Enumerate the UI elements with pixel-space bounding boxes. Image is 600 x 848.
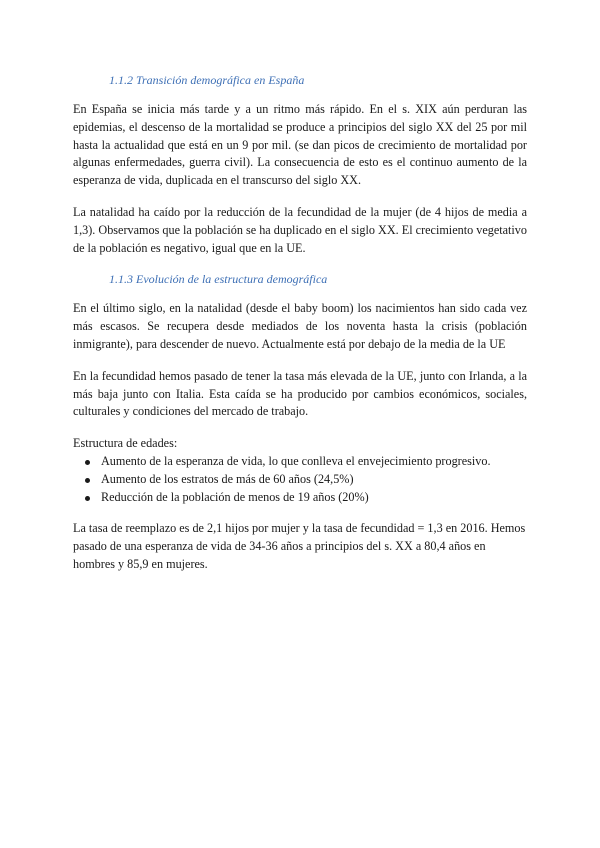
list-item-text: Aumento de la esperanza de vida, lo que conlleva el envejecimiento progresivo. — [101, 453, 491, 468]
bullet-icon — [85, 460, 90, 465]
list-intro: Estructura de edades: — [73, 436, 178, 451]
paragraph-evolucion-2: En la fecundidad hemos pasado de tener la tasa más elevada de la UE, junto con Irlanda, a la más baja junto con Italia. Esta caída se ha producido por cambios económicos, sociales, culturales y condiciones del mercado de trabajo. — [73, 368, 527, 419]
paragraph-transicion-1: En España se inicia más tarde y a un ritmo más rápido. En el s. XIX aún perduran las epidemias, el descenso de la mortalidad se produce a principios del siglo XX del 25 por mil hasta la actualidad que está en un 9 por mil. (se dan picos de crecimiento de mortalidad por algunas enfermedades, guerra civil). La consecuencia de esto es el continuo aumento de la esperanza de vida, duplicada en el transcurso del siglo XX. — [73, 102, 527, 188]
bullet-icon — [85, 478, 90, 483]
section-heading-evolucion: 1.1.3 Evolución de la estructura demográfica — [109, 272, 328, 287]
paragraph-closing: La tasa de reemplazo es de 2,1 hijos por mujer y la tasa de fecundidad = 1,3 en 2016. Hemos pasado de una esperanza de vida de 34-36 años a principios del s. XX a 80,4 años en hombres y 85,9 en mujeres. — [73, 521, 526, 571]
bullet-icon — [85, 496, 90, 501]
paragraph-transicion-2: La natalidad ha caído por la reducción de la fecundidad de la mujer (de 4 hijos de media a 1,3). Observamos que la población se ha duplicado en el siglo XX. El crecimiento vegetativo de la población es negativo, igual que en la UE. — [73, 204, 527, 255]
list-item — [73, 471, 527, 489]
list-item — [73, 489, 527, 507]
list-item — [73, 453, 527, 471]
list-item-text: Aumento de los estratos de más de 60 años (24,5%) — [101, 471, 354, 486]
list-item-text: Reducción de la población de menos de 19 años (20%) — [101, 489, 369, 504]
document-page — [73, 72, 527, 588]
section-heading-transicion: 1.1.2 Transición demográfica en España — [109, 73, 305, 87]
paragraph-evolucion-1: En el último siglo, en la natalidad (desde el baby boom) los nacimientos han sido cada vez más escasos. Se recupera desde mediados de los noventa hasta la crisis (población inmigrante), para descender de nuevo. Actualmente está por debajo de la media de la UE — [73, 301, 527, 351]
age-structure-list — [73, 453, 527, 506]
